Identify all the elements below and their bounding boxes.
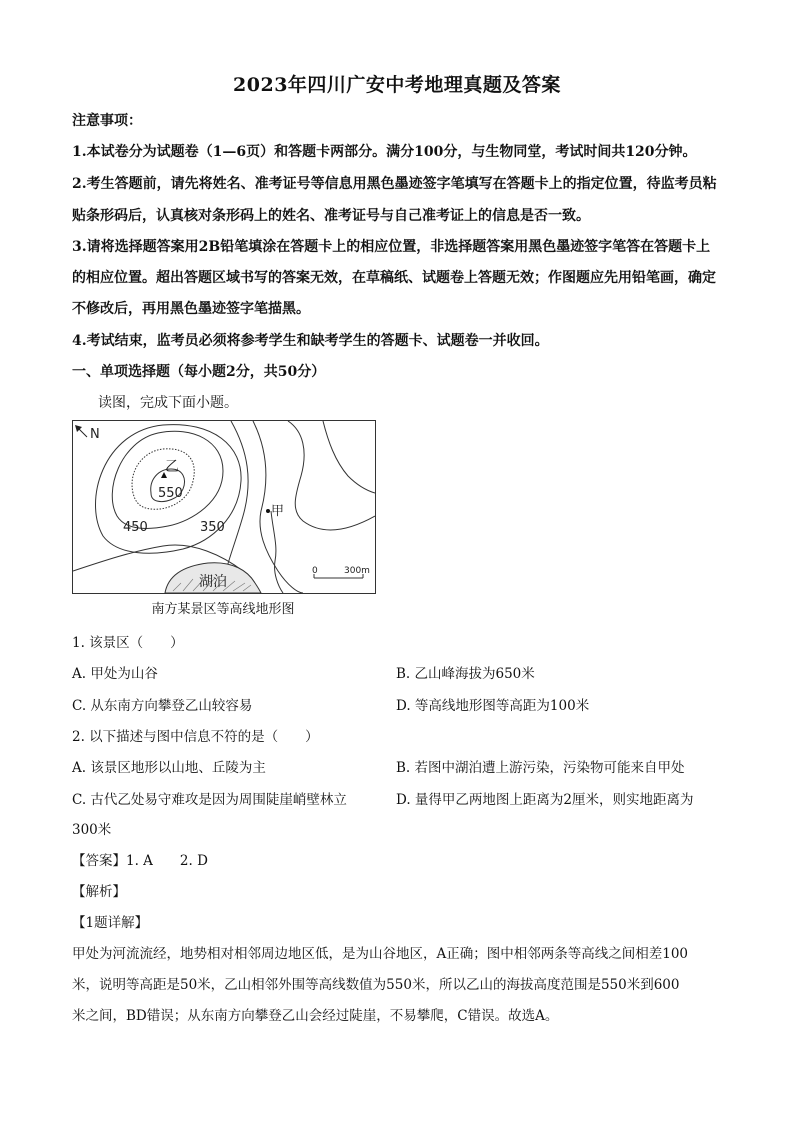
contour-map: [73, 421, 375, 593]
contour-map-figure: [72, 420, 376, 594]
detail-line: 米，说明等高距是50米，乙山相邻外围等高线数值为550米，所以乙山的海拔高度范围是550米到600: [72, 977, 680, 993]
notice-item: 贴条形码后，认真核对条形码上的姓名、准考证号与自己准考证上的信息是否一致。: [72, 208, 590, 224]
q1-option-d: D. 等高线地形图等高距为100米: [396, 698, 590, 714]
section-heading: 一、单项选择题（每小题2分，共50分）: [72, 364, 326, 380]
north-label: N: [90, 427, 100, 442]
notice-heading: 注意事项：: [72, 113, 142, 129]
q2-option-d: D. 量得甲乙两地图上距离为2厘米，则实地距离为: [396, 792, 694, 808]
analysis-heading: 【解析】: [72, 884, 126, 900]
lake-label: 湖泊: [199, 574, 227, 590]
notice-item: 不修改后，再用黑色墨迹签字笔描黑。: [72, 301, 310, 317]
detail-line: 甲处为河流流经，地势相对相邻周边地区低，是为山谷地区，A正确；图中相邻两条等高线之间相差100: [72, 946, 689, 962]
point-jia-label: 甲: [271, 504, 285, 519]
page-title: 2023年四川广安中考地理真题及答案: [233, 74, 561, 96]
notice-item: 3.请将选择题答案用2B铅笔填涂在答题卡上的相应位置，非选择题答案用黑色墨迹签字笔答在答题卡上: [72, 239, 711, 255]
contour-line: [288, 421, 375, 530]
peak-label: 乙: [165, 459, 179, 475]
notice-item: 1.本试卷分为试题卷（1—6页）和答题卡两部分。满分100分，与生物同堂，考试时间共120分钟。: [72, 144, 697, 160]
q2-option-d-continued: 300米: [72, 822, 112, 838]
detail-heading: 【1题详解】: [72, 915, 149, 931]
q1-option-b: B. 乙山峰海拔为650米: [396, 666, 535, 682]
contour-label-550: 550: [158, 486, 183, 501]
q2-option-b: B. 若图中湖泊遭上游污染，污染物可能来自甲处: [396, 760, 685, 776]
figure-caption: 南方某景区等高线地形图: [151, 602, 295, 617]
contour-line: [323, 421, 375, 493]
scale-value: 300m: [344, 566, 370, 576]
answer-line: 【答案】1. A 2. D: [72, 853, 208, 869]
contour-line: [271, 511, 283, 593]
notice-item: 4.考试结束，监考员必须将参考学生和缺考学生的答题卡、试题卷一并收回。: [72, 333, 549, 349]
contour-line: [112, 431, 223, 528]
question-intro: 读图，完成下面小题。: [98, 395, 238, 411]
contour-label-450: 450: [123, 520, 148, 535]
north-arrow-icon: [75, 425, 87, 437]
notice-item: 的相应位置。超出答题区域书写的答案无效，在草稿纸、试题卷上答题无效；作图题应先用铅笔画，确定: [72, 270, 716, 286]
contour-label-350: 350: [200, 520, 225, 535]
q1-option-c: C. 从东南方向攀登乙山较容易: [72, 698, 253, 714]
detail-line: 米之间，BD错误；从东南方向攀登乙山会经过陡崖，不易攀爬，C错误。故选A。: [72, 1008, 559, 1024]
q1-option-a: A. 甲处为山谷: [72, 666, 158, 682]
notice-item: 2.考生答题前，请先将姓名、准考证号等信息用黑色墨迹签字笔填写在答题卡上的指定位置，待监考员粘: [72, 176, 717, 192]
question-1-stem: 1. 该景区（ ）: [72, 635, 184, 651]
q2-option-c: C. 古代乙处易守难攻是因为周围陡崖峭壁林立: [72, 792, 347, 808]
q2-option-a: A. 该景区地形以山地、丘陵为主: [72, 760, 266, 776]
scale-zero: 0: [312, 566, 318, 576]
point-jia-marker: [266, 509, 270, 513]
question-2-stem: 2. 以下描述与图中信息不符的是（ ）: [72, 729, 319, 745]
